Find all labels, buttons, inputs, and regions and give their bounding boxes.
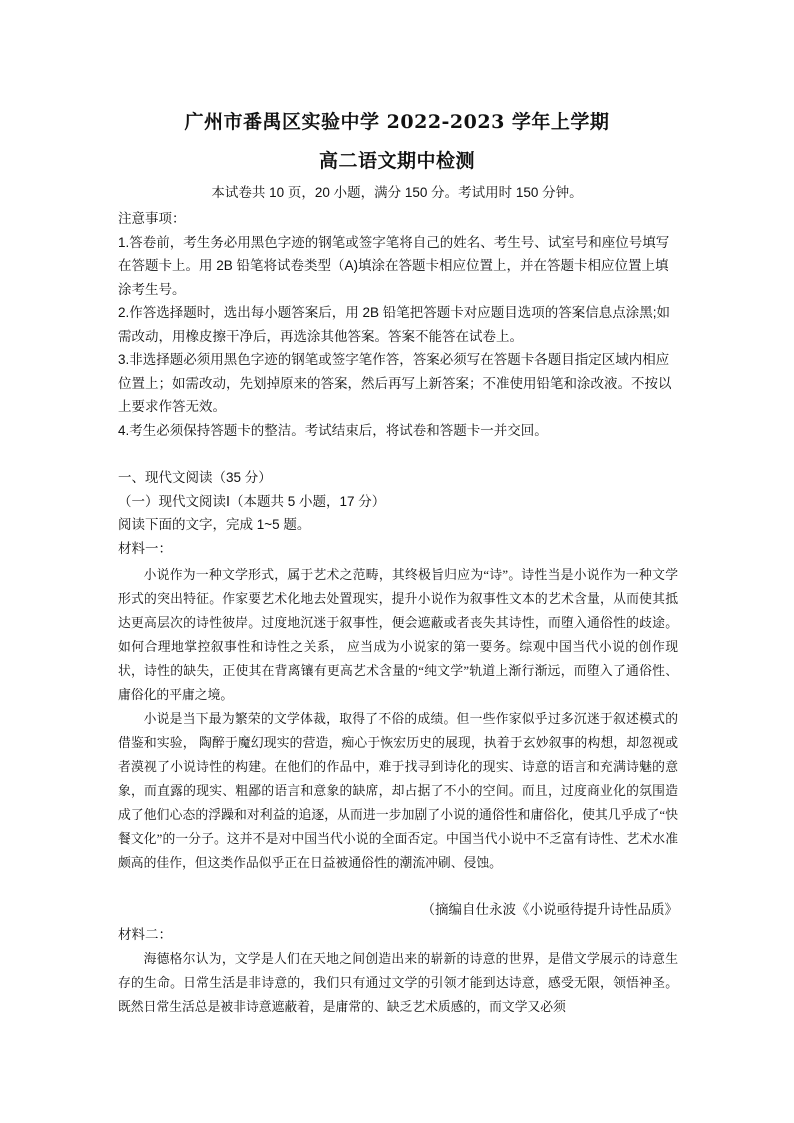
- notice-item-2: 2.作答选择题时，选出每小题答案后，用 2B 铅笔把答题卡对应题目选项的答案信息点涂黑;如需改动，用橡皮擦干净后，再选涂其他答案。答案不能答在试卷上。: [118, 305, 671, 344]
- notice-item-4: 4.考生必须保持答题卡的整洁。考试结束后，将试卷和答题卡一并交回。: [118, 422, 548, 438]
- part1-heading: 一、现代文阅读（35 分）: [118, 470, 272, 485]
- material2-paragraph-1: 海德格尔认为，文学是人们在天地之间创造出来的崭新的诗意的世界，是借文学展示的诗意生存的生命。日常生活是非诗意的，我们只有通过文学的引领才能到达诗意，感受无限，领悟神圣。既然日常生活总是被非诗意遮蔽着，是庸常的、缺乏艺术质感的，而文学又必须: [118, 952, 678, 1014]
- reading-instruction: 阅读下面的文字，完成 1~5 题。: [118, 517, 311, 532]
- material1-body: [118, 563, 678, 875]
- section-headings: [118, 466, 678, 560]
- notice-item-1: 1.答卷前，考生务必用黑色字迹的钢笔或签字笔将自己的姓名、考生号、试室号和座位号填写在答题卡上。用 2B 铅笔将试卷类型（A)填涂在答题卡相应位置上，并在答题卡相应位置上填涂考生号。: [118, 234, 670, 297]
- notice-item-3: 3.非选择题必须用黑色字迹的钢笔或签字笔作答，答案必须写在答题卡各题目指定区域内相应位置上；如需改动，先划掉原来的答案，然后再写上新答案；不准使用铅笔和涂改液。不按以上要求作答无效。: [118, 352, 672, 414]
- notice-block: [118, 207, 678, 442]
- material1-paragraph-1: 小说作为一种文学形式，属于艺术之范畴，其终极旨归应为“诗”。诗性当是小说作为一种文学形式的突出特征。作家要艺术化地去处置现实，提升小说作为叙事性文本的艺术含量，从而使其抵达更高层次的诗性彼岸。过度地沉迷于叙事性，便会遮蔽或者丧失其诗性，而堕入通俗性的歧途。如何合理地掌控叙事性和诗性之关系， 应当成为小说家的第一要务。综观中国当代小说的创作现状，诗性的缺失，正使其在背离镶有更高艺术含量的“纯文学”轨道上渐行渐远，而堕入了通俗性、庸俗化的平庸之境。: [118, 568, 678, 702]
- material1-paragraph-2: 小说是当下最为繁荣的文学体裁，取得了不俗的成绩。但一些作家似乎过多沉迷于叙述模式的借鉴和实验， 陶醉于魔幻现实的营造，痴心于恢宏历史的展现，执着于玄妙叙事的构想，却忽视或者漠视了小说诗性的构建。在他们的作品中，难于找寻到诗化的现实、诗意的语言和充满诗魅的意象，而直露的现实、粗鄙的语言和意象的缺席，却占据了不小的空间。而且，过度商业化的氛围造成了他们心态的浮躁和对利益的追逐，从而进一步加剧了小说的通俗性和庸俗化，使其几乎成了“快餐文化”的一分子。这并不是对中国当代小说的全面否定。中国当代小说中不乏富有诗性、艺术水准颇高的佳作，但这类作品似乎正在日益被通俗性的潮流冲刷、侵蚀。: [118, 712, 678, 870]
- material2-body: [118, 947, 678, 1019]
- notice-heading: 注意事项：: [118, 211, 186, 226]
- exam-subtitle: 本试卷共 10 页，20 小题，满分 150 分。考试用时 150 分钟。: [211, 185, 583, 200]
- material1-source: （摘编自仕永波《小说亟待提升诗性品质》: [421, 902, 678, 917]
- exam-title-line2: 高二语文期中检测: [318, 150, 475, 172]
- material2-label: 材料二：: [118, 927, 172, 942]
- material1-label: 材料一：: [118, 540, 172, 556]
- part1-subheading: （一）现代文阅读Ⅰ（本题共 5 小题，17 分）: [118, 493, 386, 509]
- exam-title-line1: 广州市番禺区实验中学 2022-2023 学年上学期: [184, 111, 610, 133]
